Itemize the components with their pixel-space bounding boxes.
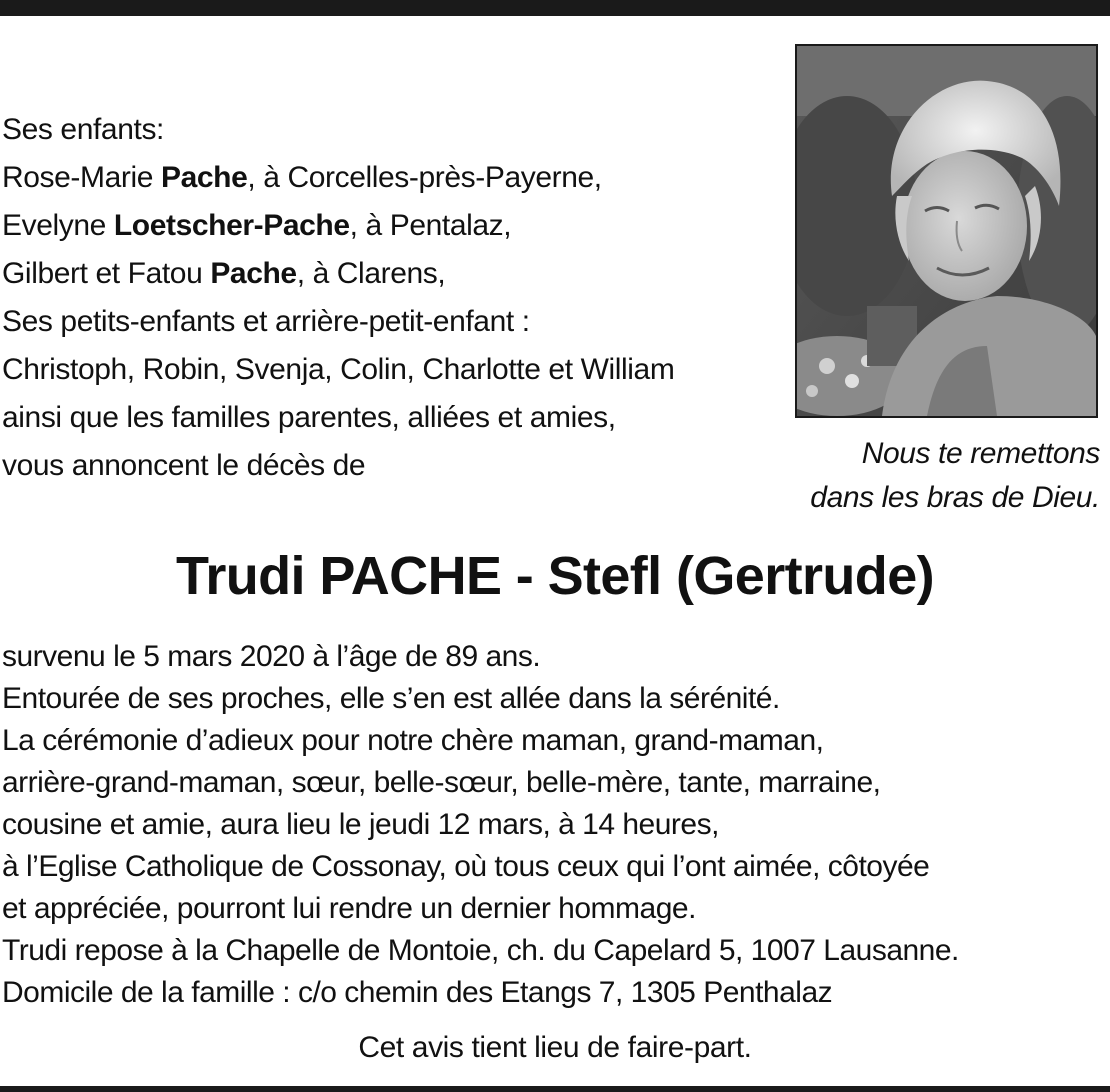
child-surname: Loetscher-Pache	[113, 209, 350, 242]
child-line: Gilbert et Fatou Pache, à Clarens,	[2, 257, 446, 290]
caption-line: Nous te remettons	[861, 437, 1100, 470]
body-line: et appréciée, pourront lui rendre un dernier hommage.	[2, 892, 696, 925]
children-heading: Ses enfants:	[2, 113, 164, 146]
bottom-rule	[0, 1086, 1110, 1092]
ceremony-details	[2, 636, 1108, 1014]
body-line: survenu le 5 mars 2020 à l’âge de 89 ans.	[2, 640, 541, 673]
announce-line: vous annoncent le décès de	[2, 449, 366, 482]
grandchildren-names: Christoph, Robin, Svenja, Colin, Charlotte et William	[2, 353, 675, 386]
families-line: ainsi que les familles parentes, alliées et amies,	[2, 401, 616, 434]
body-line: à l’Eglise Catholique de Cossonay, où tous ceux qui l’ont aimée, côtoyée	[2, 850, 930, 883]
child-surname: Pache	[210, 257, 297, 290]
body-line: arrière-grand-maman, sœur, belle-sœur, belle-mère, tante, marraine,	[2, 766, 881, 799]
caption-line: dans les bras de Dieu.	[810, 481, 1100, 514]
family-announcement	[2, 106, 782, 490]
body-line: cousine et amie, aura lieu le jeudi 12 mars, à 14 heures,	[2, 808, 719, 841]
photo-caption	[810, 432, 1100, 520]
top-rule	[0, 0, 1110, 16]
grandchildren-heading: Ses petits-enfants et arrière-petit-enfant :	[2, 305, 530, 338]
body-line: La cérémonie d’adieux pour notre chère maman, grand-maman,	[2, 724, 824, 757]
child-line: Rose-Marie Pache, à Corcelles-près-Payerne,	[2, 161, 602, 194]
body-line: Domicile de la famille : c/o chemin des Etangs 7, 1305 Penthalaz	[2, 976, 833, 1009]
child-surname: Pache	[160, 161, 248, 194]
body-line: Trudi repose à la Chapelle de Montoie, ch. du Capelard 5, 1007 Lausanne.	[2, 934, 959, 967]
closing-note: Cet avis tient lieu de faire-part.	[358, 1031, 752, 1064]
body-line: Entourée de ses proches, elle s’en est allée dans la sérénité.	[2, 682, 780, 715]
child-line: Evelyne Loetscher-Pache, à Pentalaz,	[2, 209, 512, 242]
deceased-name: Trudi PACHE - Stefl (Gertrude)	[175, 546, 935, 606]
portrait-photo	[795, 44, 1098, 418]
